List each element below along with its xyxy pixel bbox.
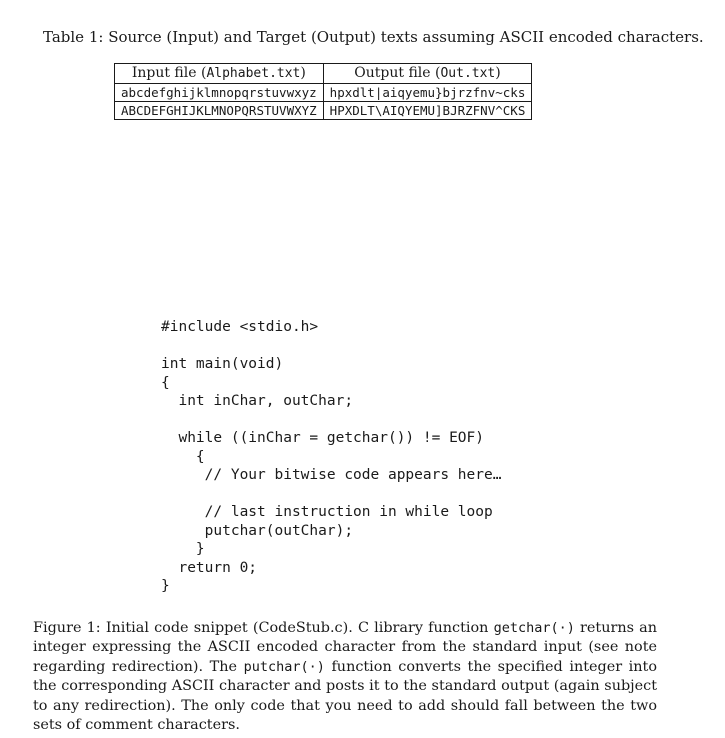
output-uppercase-cell: HPXDLT\AIQYEMU]BJRZFNV^CKS — [323, 102, 532, 120]
code-line: #include <stdio.h> — [161, 319, 319, 335]
code-line: putchar(outChar); — [161, 522, 354, 539]
header-text: Output file ( — [354, 65, 441, 81]
code-line: int main(void) — [161, 356, 284, 372]
code-line: { — [161, 448, 205, 465]
code-line — [161, 485, 501, 504]
cipher-table — [114, 63, 532, 120]
figure-caption-text: function converts the specified integer into the corresponding ASCII character and posts it to the standard output (again subject to any redirection). The only code that you need to add should fall between the two sets of comment characters. — [33, 658, 658, 734]
output-file-header — [323, 64, 532, 84]
figure-caption-text: returns an integer expressing the ASCII encoded character from the standard input (see note regarding redirection). The — [33, 620, 658, 675]
table-caption — [43, 27, 704, 47]
table-caption-label: Table 1: — [43, 28, 104, 46]
input-filename: Alphabet.txt — [206, 66, 301, 81]
input-file-header — [115, 64, 324, 84]
header-text: ) — [495, 65, 501, 81]
header-text: Input file ( — [131, 65, 207, 81]
output-lowercase-cell: hpxdlt|aiqyemu}bjrzfnv~cks — [323, 84, 532, 102]
table-caption-text: Source (Input) and Target (Output) texts assuming ASCII encoded characters. — [108, 28, 704, 46]
putchar-function: putchar(·) — [243, 658, 325, 675]
code-snippet — [161, 318, 501, 596]
code-line: } — [161, 578, 170, 594]
code-line: { — [161, 374, 170, 391]
figure-caption-label: Figure 1: — [33, 620, 101, 636]
table-row — [115, 102, 532, 120]
code-line: int inChar, outChar; — [161, 393, 354, 409]
code-line — [161, 411, 501, 430]
table-header-row — [115, 64, 532, 84]
figure-caption — [33, 619, 657, 735]
code-line: while ((inChar = getchar()) != EOF) — [161, 430, 485, 446]
getchar-function: getchar(·) — [493, 620, 575, 636]
header-text: ) — [300, 65, 306, 81]
code-line: // Your bitwise code appears here… — [161, 467, 502, 483]
input-uppercase-cell: ABCDEFGHIJKLMNOPQRSTUVWXYZ — [115, 102, 324, 120]
code-line: return 0; — [161, 559, 258, 576]
figure-caption-text: Initial code snippet (CodeStub.c). C library function — [105, 620, 494, 636]
code-line: // last instruction in while loop — [161, 504, 493, 520]
table-row — [115, 84, 532, 102]
code-line: } — [161, 541, 205, 557]
input-lowercase-cell: abcdefghijklmnopqrstuvwxyz — [115, 84, 324, 102]
code-line — [161, 337, 501, 356]
output-filename: Out.txt — [440, 66, 496, 81]
